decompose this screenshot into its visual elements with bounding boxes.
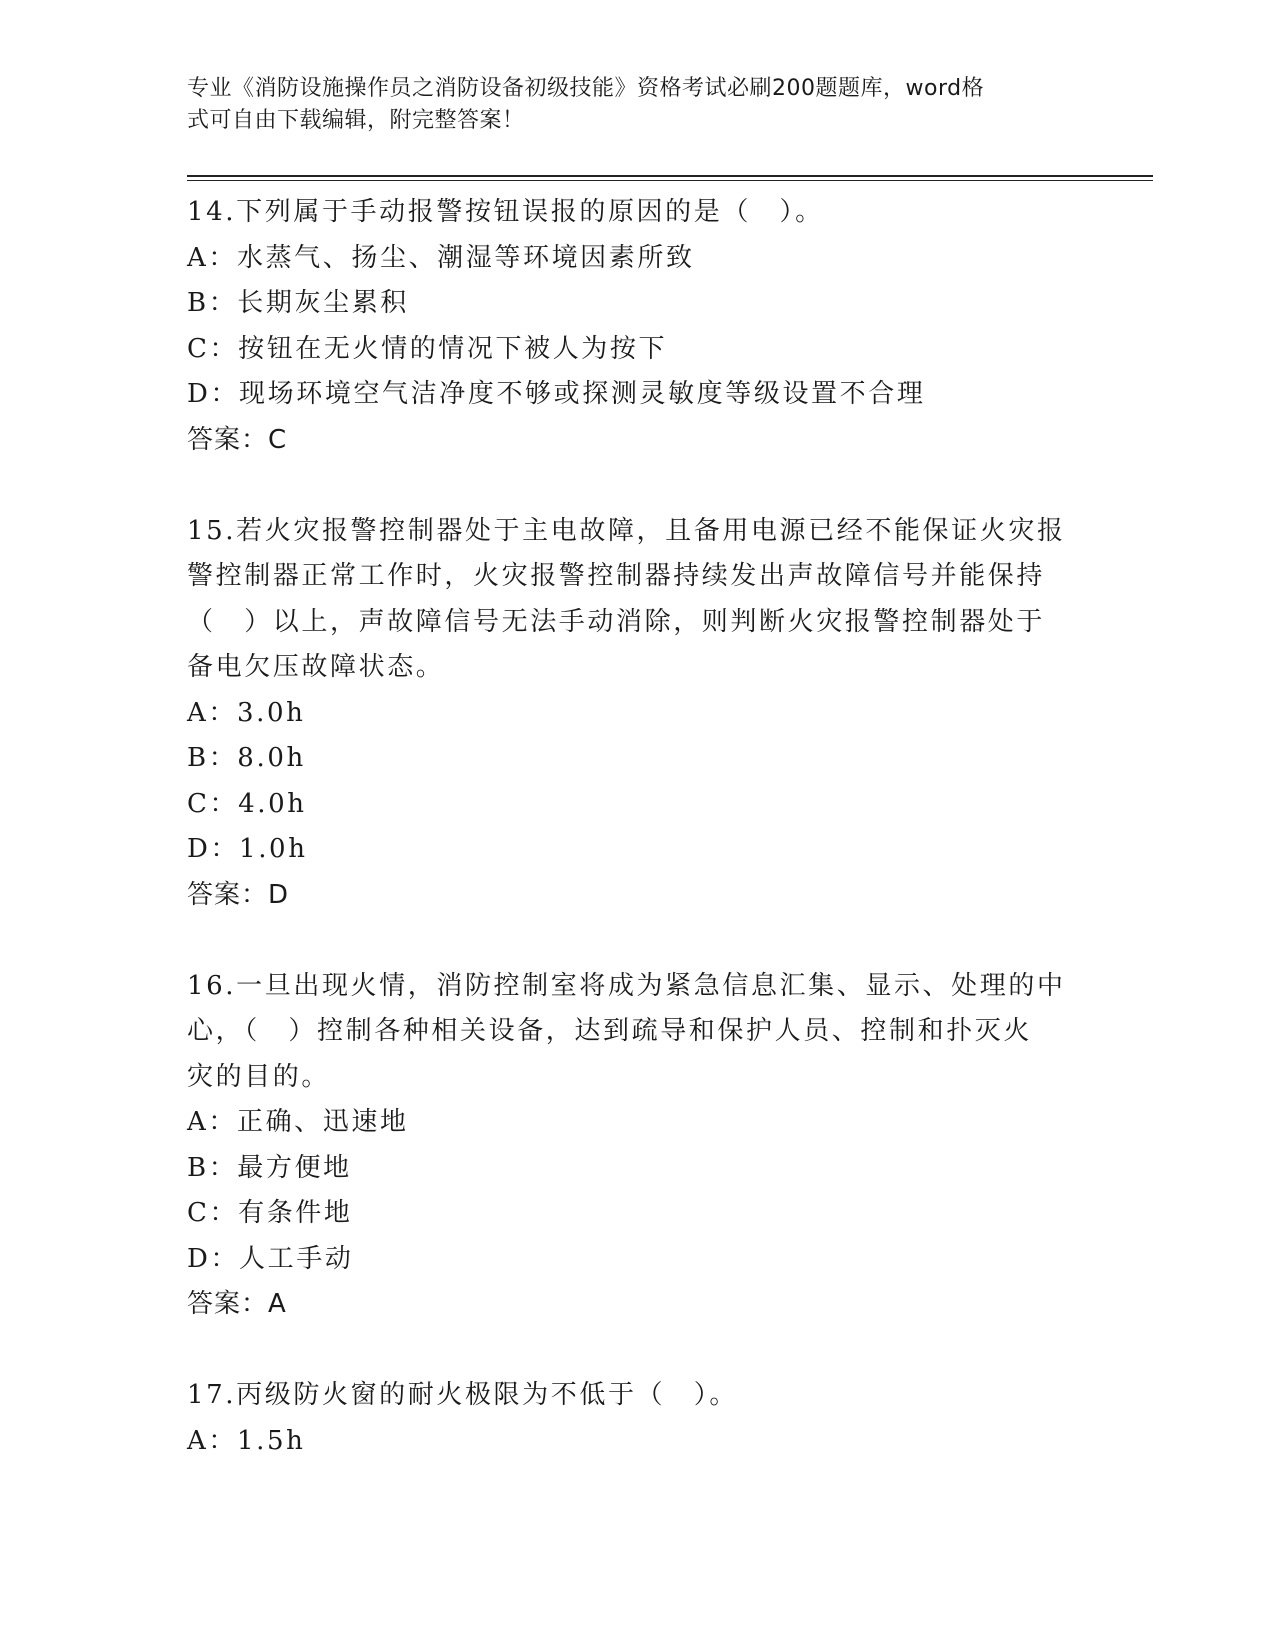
option-d: D：1.0h bbox=[187, 834, 308, 864]
question-block bbox=[187, 509, 1087, 919]
question-stem-line: 备电欠压故障状态。 bbox=[187, 652, 445, 682]
question-stem-line: 15.若火灾报警控制器处于主电故障，且备用电源已经不能保证火灾报 bbox=[187, 515, 1066, 546]
option-a: A：水蒸气、扬尘、潮湿等环境因素所致 bbox=[187, 242, 695, 273]
question-block bbox=[187, 190, 1087, 463]
question-stem-line: 心，（ ）控制各种相关设备，达到疏导和保护人员、控制和扑灭火 bbox=[187, 1016, 1033, 1046]
option-c: C：按钮在无火情的情况下被人为按下 bbox=[187, 333, 668, 364]
question-stem-line: 警控制器正常工作时，火灾报警控制器持续发出声故障信号并能保持 bbox=[187, 561, 1046, 591]
spacer bbox=[187, 918, 1087, 964]
spacer bbox=[187, 463, 1087, 509]
question-stem-line: 16.一旦出现火情，消防控制室将成为紧急信息汇集、显示、处理的中 bbox=[187, 970, 1066, 1001]
answer-line: 答案：A bbox=[187, 1289, 287, 1319]
answer-line: 答案：C bbox=[187, 424, 288, 455]
header-rule-thin bbox=[187, 180, 1153, 181]
option-a: A：3.0h bbox=[187, 697, 306, 728]
option-a: A：1.5h bbox=[187, 1425, 306, 1456]
option-d: D：人工手动 bbox=[187, 1243, 354, 1274]
option-d: D：现场环境空气洁净度不够或探测灵敏度等级设置不合理 bbox=[187, 379, 926, 409]
option-b: B：8.0h bbox=[187, 743, 306, 773]
option-c: C：有条件地 bbox=[187, 1198, 353, 1228]
question-list bbox=[187, 190, 1087, 1464]
option-c: C：4.0h bbox=[187, 788, 307, 819]
answer-line: 答案：D bbox=[187, 879, 290, 910]
option-b: B：最方便地 bbox=[187, 1152, 352, 1183]
header-line-1: 专业《消防设施操作员之消防设备初级技能》资格考试必刷200题题库，word格 bbox=[187, 76, 985, 101]
question-block bbox=[187, 1373, 1087, 1464]
question-stem-line: 14.下列属于手动报警按钮误报的原因的是（ ）。 bbox=[187, 197, 824, 227]
question-stem-line: 17.丙级防火窗的耐火极限为不低于（ ）。 bbox=[187, 1380, 738, 1410]
option-b: B：长期灰尘累积 bbox=[187, 288, 409, 318]
question-block bbox=[187, 964, 1087, 1328]
option-a: A：正确、迅速地 bbox=[187, 1107, 409, 1137]
question-stem-line: 灾的目的。 bbox=[187, 1061, 331, 1092]
spacer bbox=[187, 1328, 1087, 1374]
header-rule-thick bbox=[187, 175, 1153, 177]
header-line-2: 式可自由下载编辑，附完整答案！ bbox=[187, 108, 525, 133]
question-stem-line: （ ）以上，声故障信号无法手动消除，则判断火灾报警控制器处于 bbox=[187, 606, 1046, 637]
document-header bbox=[187, 73, 1067, 137]
